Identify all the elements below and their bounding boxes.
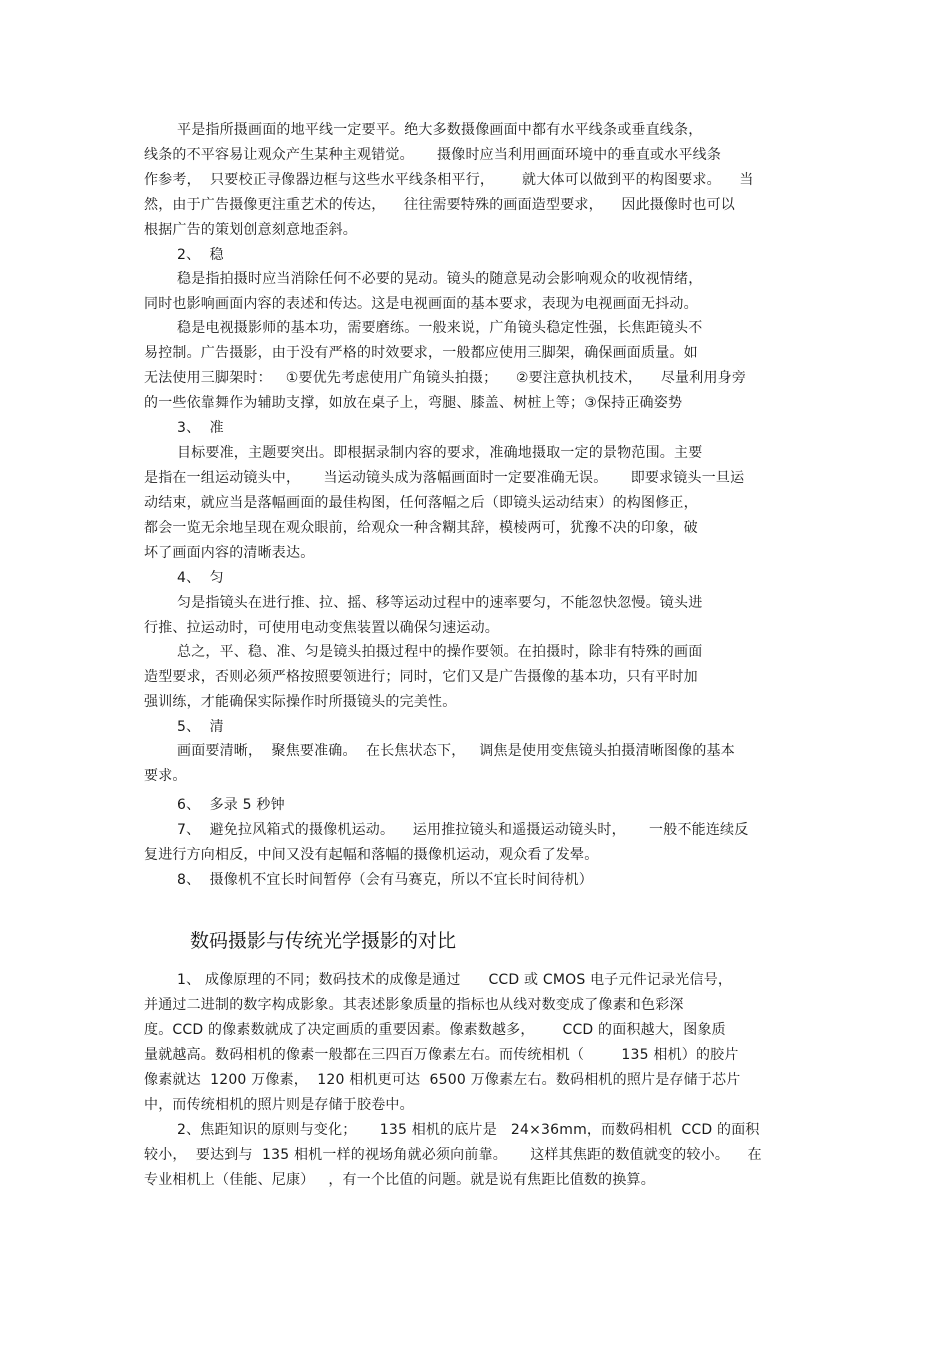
text-line: 2、焦距知识的原则与变化； 135 相机的底片是 24×36mm，而数码相机 CCD 的面积 — [177, 1122, 760, 1138]
text-line: 易控制。广告摄影，由于没有严格的时效要求，一般都应使用三脚架，确保画面质量。如 — [144, 345, 698, 361]
text-line: 7、 避免拉风箱式的摄像机运动。 运用推拉镜头和遥摄运动镜头时， 一般不能连续反 — [177, 822, 749, 838]
text-line: 度。CCD 的像素数就成了决定画质的重要因素。像素数越多， CCD 的面积越大，图象质 — [144, 1022, 726, 1038]
text-line: 然，由于广告摄像更注重艺术的传达， 往往需要特殊的画面造型要求， 因此摄像时也可以 — [144, 197, 735, 213]
text-line: 线条的不平容易让观众产生某种主观错觉。 摄像时应当利用画面环境中的垂直或水平线条 — [144, 147, 722, 163]
text-line: 5、 清 — [177, 719, 224, 735]
text-line: 较小， 要达到与 135 相机一样的视场角就必须向前靠。 这样其焦距的数值就变的较小。 在 — [144, 1147, 762, 1163]
text-line: 专业相机上（佳能、尼康） ，有一个比值的问题。就是说有焦距比值数的换算。 — [144, 1172, 655, 1188]
text-line: 6、 多录 5 秒钟 — [177, 797, 285, 813]
text-line: 总之，平、稳、准、匀是镜头拍摄过程中的操作要领。在拍摄时，除非有特殊的画面 — [177, 644, 703, 660]
text-line: 并通过二进制的数字构成影象。其表述影象质量的指标也从线对数变成了像素和色彩深 — [144, 997, 684, 1013]
text-line: 3、 准 — [177, 420, 224, 436]
text-line: 画面要清晰， 聚焦要准确。 在长焦状态下， 调焦是使用变焦镜头拍摄清晰图像的基本 — [177, 743, 735, 759]
text-line: 像素就达 1200 万像素， 120 相机更可达 6500 万像素左右。数码相机的照片是存储于芯片 — [144, 1072, 741, 1088]
text-line: 1、 成像原理的不同；数码技术的成像是通过 CCD 或 CMOS 电子元件记录光信号， — [177, 972, 733, 988]
text-line: 稳是电视摄影师的基本功，需要磨练。一般来说，广角镜头稳定性强，长焦距镜头不 — [177, 320, 703, 336]
text-line: 量就越高。数码相机的像素一般都在三四百万像素左右。而传统相机（ 135 相机）的胶片 — [144, 1047, 739, 1063]
text-line: 强训练，才能确保实际操作时所摄镜头的完美性。 — [144, 694, 457, 710]
text-line: 要求。 — [144, 768, 187, 784]
text-line: 目标要准，主题要突出。即根据录制内容的要求，准确地摄取一定的景物范围。主要 — [177, 445, 703, 461]
text-line: 的一些依靠舞作为辅助支撑，如放在桌子上，弯腿、膝盖、树桩上等；③保持正确姿势 — [144, 395, 683, 411]
text-line: 8、 摄像机不宜长时间暂停（会有马赛克，所以不宜长时间待机） — [177, 872, 594, 888]
text-line: 同时也影响画面内容的表述和传达。这是电视画面的基本要求，表现为电视画面无抖动。 — [144, 296, 698, 312]
text-line: 行推、拉运动时，可使用电动变焦装置以确保匀速运动。 — [144, 620, 499, 636]
section-title: 数码摄影与传统光学摄影的对比 — [190, 930, 457, 952]
text-line: 坏了画面内容的清晰表达。 — [144, 545, 315, 561]
text-line: 根据广告的策划创意刻意地歪斜。 — [144, 222, 357, 238]
text-line: 4、 匀 — [177, 570, 224, 586]
text-line: 2、 稳 — [177, 247, 224, 263]
text-line: 造型要求，否则必须严格按照要领进行；同时，它们又是广告摄像的基本功，只有平时加 — [144, 669, 698, 685]
text-line: 是指在一组运动镜头中， 当运动镜头成为落幅画面时一定要准确无误。 即要求镜头一旦运 — [144, 470, 745, 486]
text-line: 稳是指拍摄时应当消除任何不必要的晃动。镜头的随意晃动会影响观众的收视情绪， — [177, 271, 703, 287]
text-line: 匀是指镜头在进行推、拉、摇、移等运动过程中的速率要匀，不能忽快忽慢。镜头进 — [177, 595, 703, 611]
text-line: 都会一览无余地呈现在观众眼前，给观众一种含糊其辞，模棱两可，犹豫不决的印象，破 — [144, 520, 698, 536]
text-line: 中，而传统相机的照片则是存储于胶卷中。 — [144, 1097, 414, 1113]
text-line: 作参考， 只要校正寻像器边框与这些水平线条相平行， 就大体可以做到平的构图要求。 当 — [144, 172, 754, 188]
text-line: 平是指所摄画面的地平线一定要平。绝大多数摄像画面中都有水平线条或垂直线条， — [177, 122, 703, 138]
text-line: 复进行方向相反，中间又没有起幅和落幅的摄像机运动，观众看了发晕。 — [144, 847, 599, 863]
text-line: 无法使用三脚架时： ①要优先考虑使用广角镜头拍摄； ②要注意执机技术， 尽量利用身旁 — [144, 370, 747, 386]
text-line: 动结束，就应当是落幅画面的最佳构图，任何落幅之后（即镜头运动结束）的构图修正， — [144, 495, 698, 511]
